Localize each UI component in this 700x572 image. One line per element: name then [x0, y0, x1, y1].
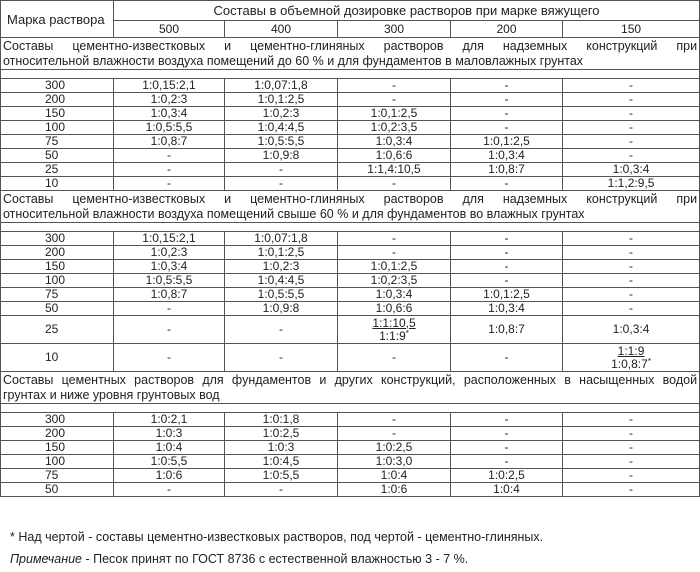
binder-header-400: 400 — [225, 21, 338, 38]
composition-cell-200: - — [451, 427, 563, 441]
composition-cell-400: 1:0,07:1,8 — [225, 79, 338, 93]
composition-cell-150: - — [563, 246, 700, 260]
composition-cell-200: 1:0,8:7 — [451, 163, 563, 177]
composition-cell-400: 1:0,2:3 — [225, 107, 338, 121]
binder-header-500: 500 — [114, 21, 225, 38]
grade-cell: 150 — [1, 441, 114, 455]
table-row — [1, 427, 700, 441]
note-text: - Песок принят по ГОСТ 8736 с естественной влажностью 3 - 7 %. — [82, 552, 469, 566]
grade-cell: 100 — [1, 274, 114, 288]
composition-cell-150: - — [563, 469, 700, 483]
composition-cell-500: - — [114, 302, 225, 316]
composition-cell-400: - — [225, 344, 338, 372]
composition-cell-300: 1:0,6:6 — [338, 302, 451, 316]
composition-cell-500: 1:0,5:5,5 — [114, 121, 225, 135]
section-title-line: Составы цементных растворов для фундаментов и других конструкций, расположенных в насыщенных водой — [3, 373, 698, 387]
composition-cell-150: - — [563, 149, 700, 163]
composition-cell-200: - — [451, 177, 563, 191]
composition-cell-200: - — [451, 441, 563, 455]
composition-cell-150: - — [563, 288, 700, 302]
composition-cell-300: 1:1,4:10,5 — [338, 163, 451, 177]
composition-cell-400: - — [225, 163, 338, 177]
grade-cell: 100 — [1, 121, 114, 135]
section-title-line: Составы цементно-известковых и цементно-глиняных растворов для надземных конструкций при — [3, 39, 698, 53]
composition-cell-500: 1:0,15:2,1 — [114, 232, 225, 246]
composition-cell-300: - — [338, 344, 451, 372]
composition-cell-500: - — [114, 163, 225, 177]
composition-cell-300 — [338, 316, 451, 344]
grade-cell: 200 — [1, 246, 114, 260]
composition-cell-500: 1:0:5,5 — [114, 455, 225, 469]
table-row — [1, 163, 700, 177]
composition-cell-300: 1:0,3:4 — [338, 135, 451, 149]
composition-cell-400: 1:0,1:2,5 — [225, 246, 338, 260]
table-row — [1, 135, 700, 149]
composition-cell-500: 1:0,3:4 — [114, 260, 225, 274]
composition-cell-150: - — [563, 413, 700, 427]
table-row — [1, 246, 700, 260]
composition-cell-150: 1:1,2:9,5 — [563, 177, 700, 191]
composition-cell-400: - — [225, 483, 338, 497]
table-row — [1, 455, 700, 469]
notes — [10, 526, 690, 570]
composition-cell-500: 1:0:2,1 — [114, 413, 225, 427]
composition-cell-150: - — [563, 483, 700, 497]
section-title — [1, 191, 700, 223]
composition-cell-500: 1:0,8:7 — [114, 288, 225, 302]
grade-cell: 50 — [1, 302, 114, 316]
composition-cell-150: - — [563, 232, 700, 246]
composition-cell-200: 1:0,8:7 — [451, 316, 563, 344]
grade-cell: 300 — [1, 79, 114, 93]
composition-cell-200: 1:0,1:2,5 — [451, 288, 563, 302]
composition-cell-150: - — [563, 441, 700, 455]
table-row — [1, 232, 700, 246]
table-row — [1, 260, 700, 274]
composition-cell-500: 1:0,15:2,1 — [114, 79, 225, 93]
grade-cell: 150 — [1, 260, 114, 274]
composition-cell-300: - — [338, 177, 451, 191]
composition-cell-400: - — [225, 316, 338, 344]
grade-cell: 75 — [1, 469, 114, 483]
fraction-numerator: 1:1:10,5 — [372, 315, 416, 330]
composition-cell-300: - — [338, 413, 451, 427]
grade-cell: 300 — [1, 413, 114, 427]
composition-cell-300: - — [338, 427, 451, 441]
table-row — [1, 149, 700, 163]
fraction-denominator: 1:1:9 — [379, 328, 406, 343]
composition-cell-200: - — [451, 413, 563, 427]
composition-cell-150: - — [563, 260, 700, 274]
composition-cell-150 — [563, 344, 700, 372]
grade-cell: 150 — [1, 107, 114, 121]
composition-cell-150: - — [563, 427, 700, 441]
binder-header-200: 200 — [451, 21, 563, 38]
composition-cell-500: 1:0:4 — [114, 441, 225, 455]
composition-cell-300: 1:0,6:6 — [338, 149, 451, 163]
table-row — [1, 121, 700, 135]
composition-cell-400: 1:0,4:4,5 — [225, 121, 338, 135]
composition-cell-200: - — [451, 344, 563, 372]
composition-cell-150: - — [563, 455, 700, 469]
footnote-mark: * — [647, 356, 651, 366]
footnote-mark: * — [405, 328, 409, 338]
grade-column-header: Марка раствора — [1, 1, 114, 38]
grade-cell: 200 — [1, 93, 114, 107]
table-row — [1, 302, 700, 316]
composition-cell-150: 1:0,3:4 — [563, 163, 700, 177]
composition-cell-150: - — [563, 107, 700, 121]
composition-cell-200: - — [451, 246, 563, 260]
grade-cell: 100 — [1, 455, 114, 469]
composition-cell-500: 1:0,8:7 — [114, 135, 225, 149]
composition-cell-400: 1:0,2:3 — [225, 260, 338, 274]
composition-cell-400: 1:0,9:8 — [225, 149, 338, 163]
composition-cell-150: 1:0,3:4 — [563, 316, 700, 344]
binder-header-300: 300 — [338, 21, 451, 38]
composition-cell-400: 1:0,1:2,5 — [225, 93, 338, 107]
composition-cell-150: - — [563, 302, 700, 316]
composition-cell-300: - — [338, 232, 451, 246]
table-row — [1, 288, 700, 302]
composition-cell-500: - — [114, 149, 225, 163]
composition-cell-300: - — [338, 93, 451, 107]
binder-header-150: 150 — [563, 21, 700, 38]
note-line — [10, 548, 690, 570]
composition-cell-300: 1:0,3:4 — [338, 288, 451, 302]
composition-cell-400: 1:0,5:5,5 — [225, 135, 338, 149]
grade-cell: 75 — [1, 135, 114, 149]
grade-cell: 10 — [1, 344, 114, 372]
section-title-line: относительной влажности воздуха помещений свыше 60 % и для фундаментов во влажных грунтах — [3, 207, 585, 221]
composition-cell-200: - — [451, 121, 563, 135]
composition-cell-500: 1:0,2:3 — [114, 246, 225, 260]
composition-cell-200: 1:0,1:2,5 — [451, 135, 563, 149]
composition-cell-400: 1:0,5:5,5 — [225, 288, 338, 302]
composition-cell-200: - — [451, 79, 563, 93]
section-title — [1, 38, 700, 70]
composition-cell-300: 1:0:6 — [338, 483, 451, 497]
section-title-line: Составы цементно-известковых и цементно-глиняных растворов для надземных конструкций при — [3, 192, 698, 206]
composition-cell-400: 1:0:4,5 — [225, 455, 338, 469]
composition-cell-400: 1:0,07:1,8 — [225, 232, 338, 246]
composition-cell-400: 1:0,4:4,5 — [225, 274, 338, 288]
composition-cell-300: - — [338, 79, 451, 93]
composition-cell-200: 1:0,3:4 — [451, 302, 563, 316]
composition-cell-500: 1:0:6 — [114, 469, 225, 483]
table-row — [1, 177, 700, 191]
footnote: * Над чертой - составы цементно-известковых растворов, под чертой - цементно-глиняных. — [10, 530, 544, 544]
table-row — [1, 79, 700, 93]
composition-cell-150: - — [563, 121, 700, 135]
composition-cell-200: - — [451, 93, 563, 107]
grade-cell: 10 — [1, 177, 114, 191]
composition-cell-200: - — [451, 455, 563, 469]
grade-cell: 50 — [1, 149, 114, 163]
composition-cell-300: 1:0,1:2,5 — [338, 260, 451, 274]
grade-cell: 25 — [1, 316, 114, 344]
composition-cell-400: - — [225, 177, 338, 191]
composition-cell-300: 1:0:4 — [338, 469, 451, 483]
spacer-row — [1, 223, 700, 232]
composition-cell-500: - — [114, 316, 225, 344]
composition-cell-200: 1:0:2,5 — [451, 469, 563, 483]
composition-cell-200: 1:0,3:4 — [451, 149, 563, 163]
fraction-denominator: 1:0,8:7 — [611, 356, 648, 371]
composition-cell-400: 1:0:2,5 — [225, 427, 338, 441]
table-row — [1, 441, 700, 455]
grade-cell: 25 — [1, 163, 114, 177]
table-row — [1, 483, 700, 497]
grade-cell: 50 — [1, 483, 114, 497]
composition-cell-300: 1:0,1:2,5 — [338, 107, 451, 121]
grade-cell: 200 — [1, 427, 114, 441]
composition-cell-300: - — [338, 246, 451, 260]
composition-cell-400: 1:0:3 — [225, 441, 338, 455]
composition-cell-400: 1:0:5,5 — [225, 469, 338, 483]
section-title-line: грунтах и ниже уровня грунтовых вод — [3, 388, 220, 402]
composition-cell-200: 1:0:4 — [451, 483, 563, 497]
grade-cell: 75 — [1, 288, 114, 302]
composition-cell-500: 1:0,2:3 — [114, 93, 225, 107]
composition-cell-200: - — [451, 232, 563, 246]
spacer-row — [1, 404, 700, 413]
composition-cell-400: 1:0,9:8 — [225, 302, 338, 316]
table-row — [1, 316, 700, 344]
section-title-line: относительной влажности воздуха помещений до 60 % и для фундаментов в маловлажных грунтах — [3, 54, 584, 68]
composition-cell-150: - — [563, 274, 700, 288]
composition-cell-200: - — [451, 260, 563, 274]
composition-cell-150: - — [563, 79, 700, 93]
composition-cell-500: - — [114, 344, 225, 372]
composition-cell-300: 1:0,2:3,5 — [338, 274, 451, 288]
table-row — [1, 413, 700, 427]
composition-cell-500: - — [114, 483, 225, 497]
table-row — [1, 469, 700, 483]
composition-cell-500: - — [114, 177, 225, 191]
composition-cell-150: - — [563, 93, 700, 107]
composition-cell-400: 1:0:1,8 — [225, 413, 338, 427]
binder-group-header: Составы в объемной дозировке растворов при марке вяжущего — [114, 1, 700, 21]
composition-cell-300: 1:0,2:3,5 — [338, 121, 451, 135]
grade-cell: 300 — [1, 232, 114, 246]
composition-cell-500: 1:0:3 — [114, 427, 225, 441]
note-label: Примечание — [10, 552, 82, 566]
section-title — [1, 372, 700, 404]
table-row — [1, 274, 700, 288]
composition-cell-500: 1:0,5:5,5 — [114, 274, 225, 288]
table-row — [1, 107, 700, 121]
composition-cell-500: 1:0,3:4 — [114, 107, 225, 121]
fraction-numerator: 1:1:9 — [617, 343, 645, 358]
composition-cell-300: 1:0:2,5 — [338, 441, 451, 455]
composition-cell-150: - — [563, 135, 700, 149]
spacer-row — [1, 70, 700, 79]
composition-cell-200: - — [451, 107, 563, 121]
composition-cell-300: 1:0:3,0 — [338, 455, 451, 469]
table-row — [1, 93, 700, 107]
table-row — [1, 344, 700, 372]
composition-cell-200: - — [451, 274, 563, 288]
